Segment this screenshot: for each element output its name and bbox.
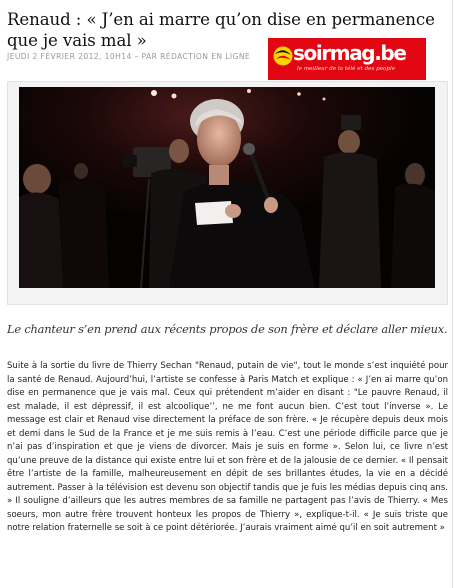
article-body: Suite à la sortie du livre de Thierry Sechan "Renaud, putain de vie", tout le monde s’est inquiété pour la santé de Renaud. Aujourd’hui, l’artiste se confesse à Paris Match et explique : « J’en ai marre qu’on dise en permanence que je vais mal. Ceux qui prétendent m’aider en disant : "Le pauvre Renaud, il est malade, il est dépressif, il est alcoolique’’, ne me font aucun bien. C’est tout l’inverse ». Le message est clair et Renaud vise directement la préface de son frère. « Je récupère depuis deux mois et demi dans le Sud de la France et je me suis remis à l’eau. C’est une période difficile parce que je n’ai pas d’inspiration et que je viens de divorcer. Mais je suis en forme ». Selon lui, ce livre n’est qu’une preuve de la distance qui existe entre lui et son frère et de la jalousie de ce dernier. « Il pensait être l’artiste de la famille, malheureusement en dépit de ses brillantes études, la vie en a décidé autrement. Passer à la télévision est devenu son objectif tandis que je fuis les médias depuis cinq ans. » Il souligne d’ailleurs que les autres membres de sa famille ne partagent pas l’avis de Thierry. « Mes soeurs, mon autre frère trouvent honteux les propos de Thierry », explique-t-il. « Je suis triste que notre relation fraternelle se soit à ce point détériorée. J’aurais vraiment aimé qu’il en soit autrement »	[7, 361, 448, 533]
soirmag-tagline: le meilleur de la télé et des people	[297, 66, 396, 72]
article-headline: Renaud : « J’en ai marre qu’on dise en permanence que je vais mal »	[7, 10, 435, 50]
concert-photo-illustration	[19, 87, 435, 288]
photo-caption: Le chanteur s’en prend aux récents propos de son frère et déclare aller mieux.	[7, 322, 448, 336]
sidebar-divider	[452, 0, 453, 588]
soirmag-wordmark: soirmag.be	[293, 41, 406, 65]
soirmag-logo[interactable]	[268, 38, 426, 80]
article-byline: JEUDI 2 FÉVRIER 2012, 10H14 – PAR RÉDACTION EN LIGNE	[7, 52, 251, 61]
article-photo[interactable]	[19, 87, 435, 288]
